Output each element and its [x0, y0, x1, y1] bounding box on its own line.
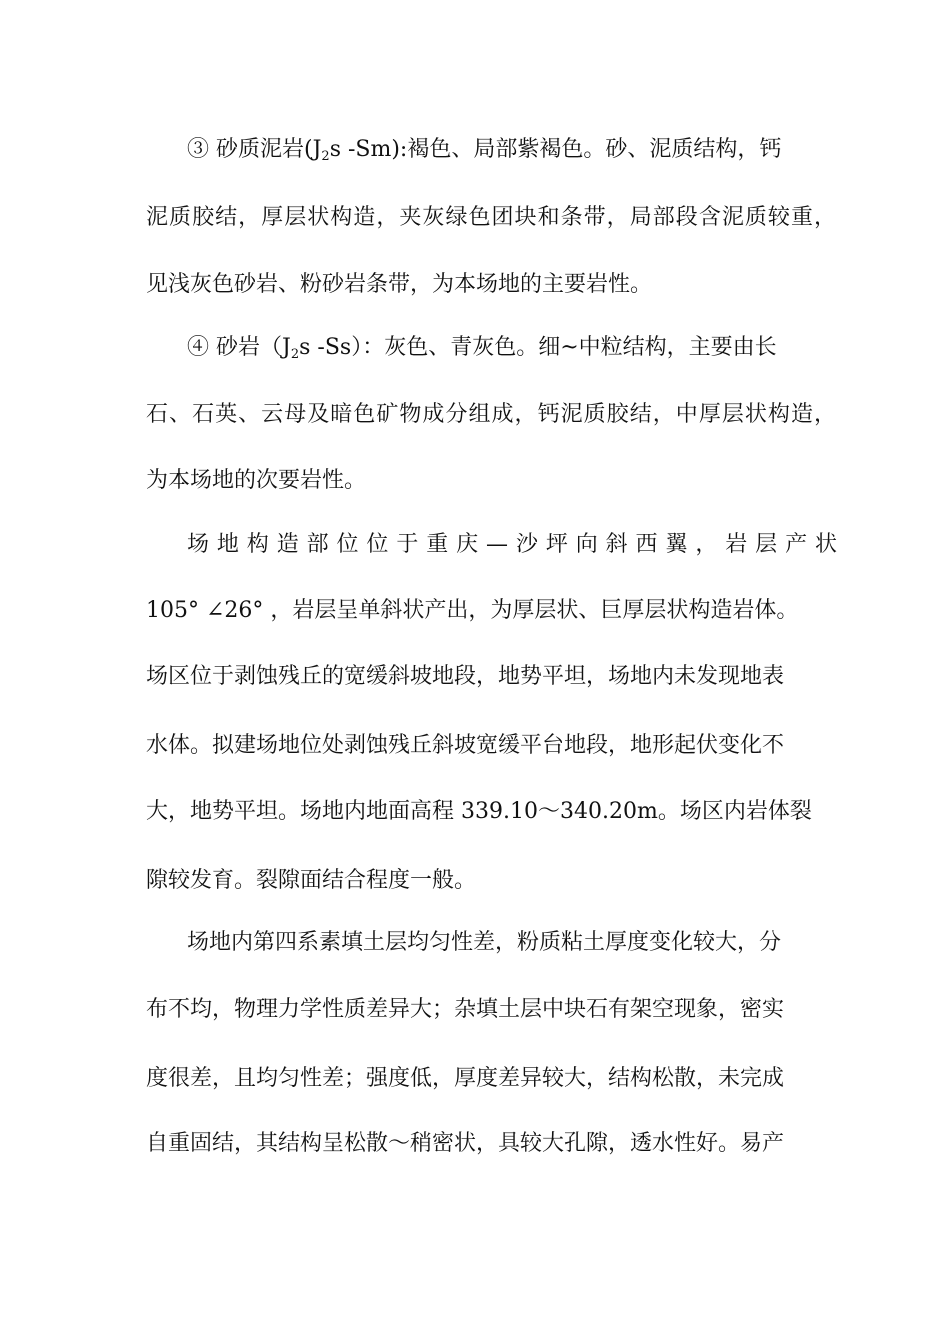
- text-run: ③ 砂质泥岩(J: [187, 137, 322, 162]
- paragraph-2-line-2: 石、石英、云母及暗色矿物成分组成，钙泥质胶结，中厚层状构造，: [146, 402, 836, 427]
- paragraph-1-line-3: 见浅灰色砂岩、粉砂岩条带，为本场地的主要岩性。: [146, 272, 653, 297]
- paragraph-3-line-6: 隙较发育。裂隙面结合程度一般。: [146, 868, 477, 893]
- paragraph-2-line-1: [187, 333, 837, 366]
- paragraph-1-line-1: [187, 135, 837, 168]
- paragraph-2-line-3: 为本场地的次要岩性。: [146, 468, 367, 493]
- subscript: 2: [290, 347, 300, 362]
- paragraph-3-line-2: 105° ∠26° ，岩层呈单斜状产出，为厚层状、巨厚层状构造岩体。: [146, 598, 799, 623]
- paragraph-4-line-1: 场地内第四系素填土层均匀性差，粉质粘土厚度变化较大，分: [187, 930, 782, 955]
- paragraph-3-line-5: 大，地势平坦。场地内地面高程 339.10～340.20m。场区内岩体裂: [146, 799, 812, 824]
- paragraph-1-line-2: 泥质胶结，厚层状构造，夹灰绿色团块和条带，局部段含泥质较重，: [146, 205, 836, 230]
- text-run: s -Ss）：灰色、青灰色。细~中粒结构，主要由长: [299, 335, 777, 360]
- paragraph-3-line-4: 水体。拟建场地位处剥蚀残丘斜坡宽缓平台地段，地形起伏变化不: [146, 733, 785, 758]
- text-run: s -Sm):褐色、局部紫褐色。砂、泥质结构，钙: [329, 137, 782, 162]
- paragraph-3-line-3: 场区位于剥蚀残丘的宽缓斜坡地段，地势平坦，场地内未发现地表: [146, 664, 785, 689]
- subscript: 2: [321, 149, 330, 164]
- paragraph-3-line-1: 场地构造部位位于重庆—沙坪向斜西翼，岩层产状: [187, 532, 837, 557]
- paragraph-4-line-4: 自重固结，其结构呈松散～稍密状，具较大孔隙，透水性好。易产: [146, 1131, 785, 1156]
- paragraph-4-line-2: 布不均，物理力学性质差异大；杂填土层中块石有架空现象，密实: [146, 997, 785, 1022]
- paragraph-4-line-3: 度很差，且均匀性差；强度低，厚度差异较大，结构松散，未完成: [146, 1066, 785, 1091]
- text-run: ④ 砂岩（J: [187, 335, 291, 360]
